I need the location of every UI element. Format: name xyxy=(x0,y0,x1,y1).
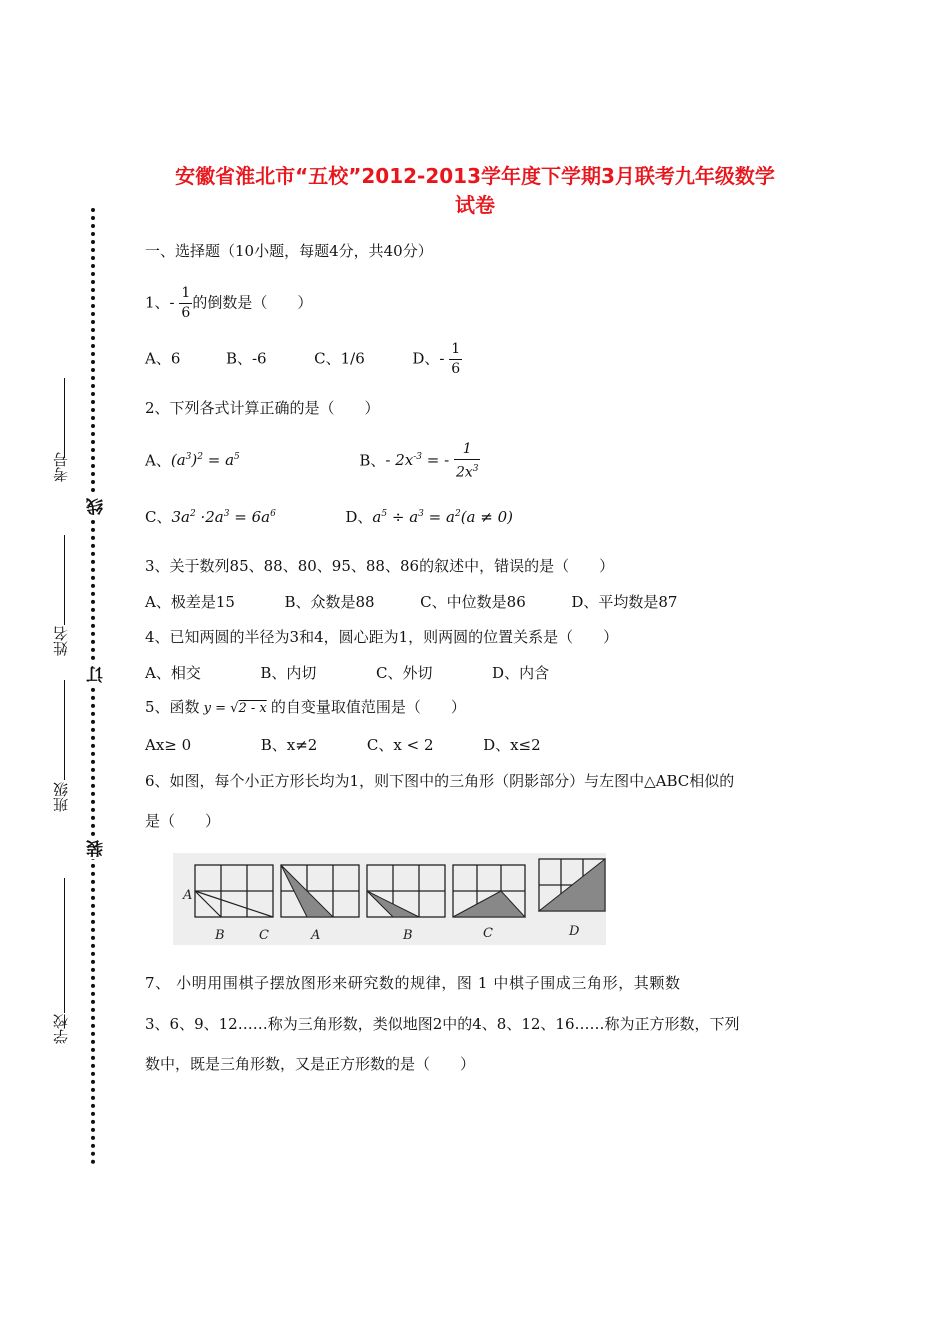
q1-option-a: A、6 xyxy=(145,349,181,368)
q2-option-c-expr: $3a^2 \cdot 2a^3 = 6a^6$ xyxy=(171,508,276,526)
question-5 xyxy=(145,696,466,717)
q1-option-d-fraction xyxy=(449,340,462,379)
binding-dotted-line xyxy=(91,208,95,1165)
school-underline xyxy=(64,878,65,1013)
name-underline xyxy=(64,535,65,625)
choice-label-b: B xyxy=(403,928,413,943)
q3-option-a: A、极差是15 xyxy=(145,593,235,611)
q5-options xyxy=(145,734,541,755)
q1-option-b: B、-6 xyxy=(225,349,267,368)
q2-option-d-expr: $a^5 \div a^3 = a^2(a \ne 0)$ xyxy=(372,508,513,526)
q2-option-b-den: $2x^3$ xyxy=(455,464,479,481)
q4-option-d: D、内含 xyxy=(492,664,550,682)
school-label: 学校 xyxy=(52,1014,70,1044)
question-3: 3、关于数列85、88、80、95、88、86的叙述中，错误的是（ ） xyxy=(145,557,615,575)
question-6-line1: 6、如图，每个小正方形长均为1，则下图中的三角形（阴影部分）与左图中△ABC相似的 xyxy=(145,772,735,790)
q2-option-b-fraction xyxy=(454,440,481,483)
q1-option-d-den: 6 xyxy=(451,361,461,377)
q2-option-b-num: 1 xyxy=(454,440,481,460)
q1-frac-num: 1 xyxy=(179,284,192,304)
class-label: 班级 xyxy=(52,782,70,812)
question-7-line3: 数中，既是三角形数，又是正方形数的是（ ） xyxy=(145,1055,476,1073)
q4-options xyxy=(145,662,549,683)
q2-option-c-label: C、 xyxy=(145,508,172,526)
q5-function-expr: y = √2 - x xyxy=(199,701,267,716)
q1-prefix: 1、- xyxy=(145,293,180,312)
triangle-abc-side-ac xyxy=(195,891,273,917)
q5-option-a: Ax≥ 0 xyxy=(145,736,192,754)
q5-stem-suffix: 的自变量取值范围是（ ） xyxy=(270,698,466,716)
q2-option-a-expr: $(a^3)^2 = a^5$ xyxy=(170,451,240,470)
q3-option-c: C、中位数是86 xyxy=(420,593,526,611)
q2-option-b-label: B、 xyxy=(359,451,386,470)
q1-fraction xyxy=(179,284,192,323)
q1-option-d-num: 1 xyxy=(449,340,462,360)
q1-option-c: C、1/6 xyxy=(314,349,365,368)
q5-option-d: D、x≤2 xyxy=(483,736,541,754)
q3-options xyxy=(145,591,677,612)
similar-triangles-figure xyxy=(173,853,606,945)
class-underline xyxy=(64,680,65,780)
q4-option-b: B、内切 xyxy=(260,664,317,682)
fig-label-c: C xyxy=(259,928,269,943)
question-7-line2: 3、6、9、12……称为三角形数，类似地图2中的4、8、12、16……称为正方形数，下列 xyxy=(145,1015,740,1033)
q4-option-c: C、外切 xyxy=(376,664,433,682)
fig-label-b: B xyxy=(215,928,225,943)
q1-frac-den: 6 xyxy=(181,305,191,321)
exam-title-line2: 试卷 xyxy=(455,193,495,217)
q5-option-b: B、x≠2 xyxy=(260,736,318,754)
shaded-triangle-c xyxy=(453,891,525,917)
binding-mark-zhuang: 装 xyxy=(84,838,109,859)
fig-label-a: A xyxy=(183,888,193,903)
q1-suffix: 的倒数是（ ） xyxy=(192,293,313,312)
q3-option-b: B、众数是88 xyxy=(284,593,375,611)
q2-options-ab xyxy=(145,440,480,483)
q2-option-d-label: D、 xyxy=(345,508,373,526)
exam-no-label: 考号 xyxy=(52,452,70,482)
exam-title-line1: 安徽省淮北市“五校”2012-2013学年度下学期3月联考九年级数学 xyxy=(175,164,775,188)
name-label: 姓名 xyxy=(52,626,70,656)
q2-option-a-label: A、 xyxy=(145,451,171,470)
q5-stem-prefix: 5、函数 xyxy=(145,698,200,716)
q4-option-a: A、相交 xyxy=(145,664,201,682)
binding-mark-ding: 订 xyxy=(84,664,109,685)
exam-no-underline xyxy=(64,378,65,458)
question-4: 4、已知两圆的半径为3和4，圆心距为1，则两圆的位置关系是（ ） xyxy=(145,628,619,646)
question-7-line1: 7、 小明用围棋子摆放图形来研究数的规律，图 1 中棋子围成三角形，其颗数 xyxy=(145,974,681,992)
grid-figure-svg xyxy=(173,853,606,945)
question-6-line2: 是（ ） xyxy=(145,812,221,830)
choice-label-d: D xyxy=(569,924,580,939)
q1-options xyxy=(145,340,462,379)
question-2: 2、下列各式计算正确的是（ ） xyxy=(145,399,380,417)
q1-option-d-prefix: D、- xyxy=(412,349,450,368)
q3-option-d: D、平均数是87 xyxy=(571,593,678,611)
q2-options-cd xyxy=(145,506,513,527)
q2-option-b-expr: - $2x^{-3}$ = - xyxy=(385,451,454,470)
choice-label-c: C xyxy=(483,926,493,941)
binding-mark-xian: 线 xyxy=(84,496,109,517)
choice-label-a: A xyxy=(311,928,321,943)
section-heading: 一、选择题（10小题，每题4分，共40分） xyxy=(145,242,433,260)
question-1 xyxy=(145,284,312,323)
q5-option-c: C、x < 2 xyxy=(366,736,434,754)
